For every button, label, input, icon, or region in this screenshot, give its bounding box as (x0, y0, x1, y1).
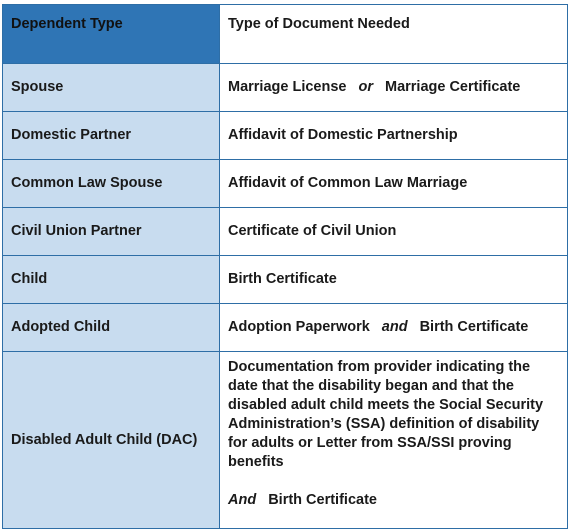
dependent-documents-table (2, 4, 568, 529)
table-row-adopted-child (3, 304, 568, 352)
table-row-spouse (3, 64, 568, 112)
conjunction: And (228, 492, 257, 508)
header-document-needed: Type of Document Needed (220, 5, 568, 64)
dependent-type-cell: Domestic Partner (3, 112, 220, 160)
header-dependent-type: Dependent Type (3, 5, 220, 64)
conjunction: and (381, 319, 408, 335)
dependent-type-cell: Civil Union Partner (3, 208, 220, 256)
document-b: Marriage Certificate (384, 79, 521, 95)
table-header-row (3, 5, 568, 64)
document-b: Birth Certificate (268, 492, 377, 508)
document-cell: Certificate of Civil Union (220, 208, 568, 256)
document-b: Birth Certificate (419, 319, 529, 335)
dependent-type-cell: Spouse (3, 64, 220, 112)
dependent-type-cell: Disabled Adult Child (DAC) (3, 352, 220, 529)
document-a: Marriage License (228, 79, 347, 95)
document-cell (220, 352, 568, 529)
table-row-civil-union-partner (3, 208, 568, 256)
document-cell: Affidavit of Domestic Partnership (220, 112, 568, 160)
document-description: Documentation from provider indicating the date that the disability began and that the disabled adult child meets the Social Security Administration’s (SSA) definition of disability for adults or Letter from SSA/SSI proving benefits (228, 359, 544, 470)
dependent-type-cell: Child (3, 256, 220, 304)
table-row-child (3, 256, 568, 304)
table-row-domestic-partner (3, 112, 568, 160)
document-cell: Affidavit of Common Law Marriage (220, 160, 568, 208)
table-row-common-law-spouse (3, 160, 568, 208)
dependent-type-cell: Adopted Child (3, 304, 220, 352)
document-cell (220, 64, 568, 112)
document-a: Adoption Paperwork (228, 319, 370, 335)
document-cell (220, 304, 568, 352)
dependent-type-cell: Common Law Spouse (3, 160, 220, 208)
conjunction: or (358, 79, 373, 95)
table-row-disabled-adult-child (3, 352, 568, 529)
document-cell: Birth Certificate (220, 256, 568, 304)
